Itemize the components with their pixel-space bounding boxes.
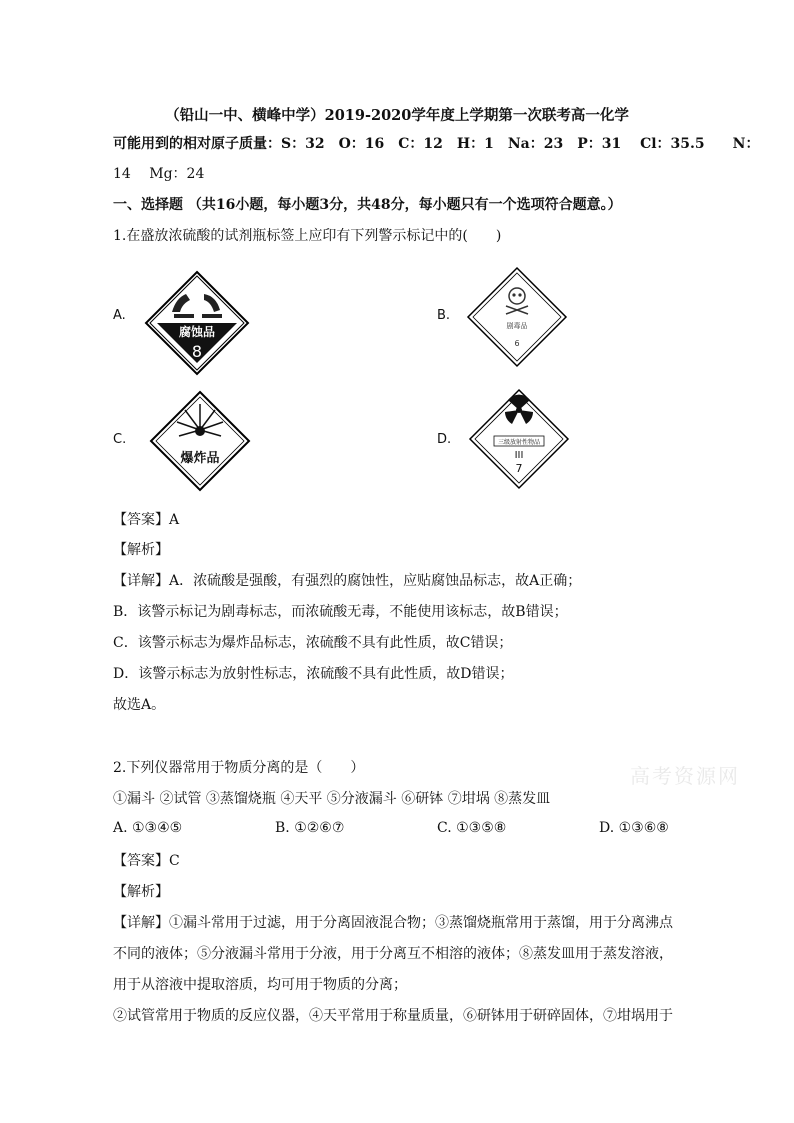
q2-items: ①漏斗 ②试管 ③蒸馏烧瓶 ④天平 ⑤分液漏斗 ⑥研钵 ⑦坩埚 ⑧蒸发皿 — [113, 791, 551, 807]
radioactive-sign-roman: III — [514, 450, 524, 461]
section-heading: 一、选择题 （共16小题，每小题3分，共48分，每小题只有一个选项符合题意。） — [113, 197, 622, 213]
toxic-sign-number: 6 — [514, 339, 520, 348]
corrosive-sign-number: 8 — [191, 342, 203, 361]
radioactive-sign-number: 7 — [515, 462, 523, 475]
q1-option-b-letter: B. — [437, 308, 451, 323]
q2-detail-line: ②试管常用于物质的反应仪器，④天平常用于称量质量，⑥研钵用于研碎固体，⑦坩埚用于 — [113, 1008, 673, 1024]
q2-answer: 【答案】C — [113, 853, 180, 869]
toxic-sign-icon — [466, 266, 568, 368]
q2-stem: 2.下列仪器常用于物质分离的是（ ） — [113, 760, 365, 776]
q1-stem: 1.在盛放浓硫酸的试剂瓶标签上应印有下列警示标记中的( ) — [113, 228, 502, 244]
corrosive-sign-text: 腐蚀品 — [178, 325, 216, 339]
explosive-sign-icon — [149, 390, 251, 492]
q2-choice-c: C. ①③⑤⑧ — [437, 820, 507, 836]
watermark: 高考资源网 — [630, 764, 740, 788]
q2-choice-a: A. ①③④⑤ — [113, 820, 183, 836]
q1-option-a-letter: A. — [113, 308, 126, 323]
toxic-sign-text: 剧毒品 — [506, 322, 528, 330]
q1-detail-line: 故选A。 — [113, 697, 166, 713]
explosive-sign-text: 爆炸品 — [180, 451, 220, 466]
q1-analysis-label: 【解析】 — [113, 542, 169, 558]
q1-answer: 【答案】A — [113, 512, 180, 528]
radioactive-sign-text: 三级放射性物品 — [497, 439, 541, 446]
radioactive-sign-icon — [468, 388, 570, 490]
page-title: （铅山一中、横峰中学）2019-2020学年度上学期第一次联考高一化学 — [165, 107, 629, 124]
q1-detail-line: B．该警示标记为剧毒标志，而浓硫酸无毒，不能使用该标志，故B错误； — [113, 604, 568, 620]
q1-detail-line: 【详解】A．浓硫酸是强酸，有强烈的腐蚀性，应贴腐蚀品标志，故A正确； — [113, 573, 582, 589]
atomic-mass-line-2: 14 Mg：24 — [113, 166, 205, 182]
q1-detail-line: D．该警示标志为放射性标志，浓硫酸不具有此性质，故D错误； — [113, 666, 514, 682]
q2-choice-b: B. ①②⑥⑦ — [275, 820, 345, 836]
q2-detail-line: 不同的液体；⑤分液漏斗常用于分液，用于分离互不相溶的液体；⑧蒸发皿用于蒸发溶液， — [113, 946, 673, 962]
q2-detail-line: 【详解】①漏斗常用于过滤，用于分离固液混合物；③蒸馏烧瓶常用于蒸馏，用于分离沸点 — [113, 915, 673, 931]
q2-analysis-label: 【解析】 — [113, 884, 169, 900]
corrosive-sign-icon — [144, 270, 250, 376]
q1-option-d-letter: D. — [437, 432, 452, 447]
q1-detail-line: C．该警示标志为爆炸品标志，浓硫酸不具有此性质，故C错误； — [113, 635, 513, 651]
q1-option-c-letter: C. — [113, 432, 127, 447]
q2-detail-line: 用于从溶液中提取溶质，均可用于物质的分离； — [113, 977, 407, 993]
q2-choice-d: D. ①③⑥⑧ — [599, 820, 669, 836]
atomic-mass-line-1: 可能用到的相对原子质量：S：32 O：16 C：12 H：1 Na：23 P：31 Cl：35.5 N： — [113, 136, 760, 152]
